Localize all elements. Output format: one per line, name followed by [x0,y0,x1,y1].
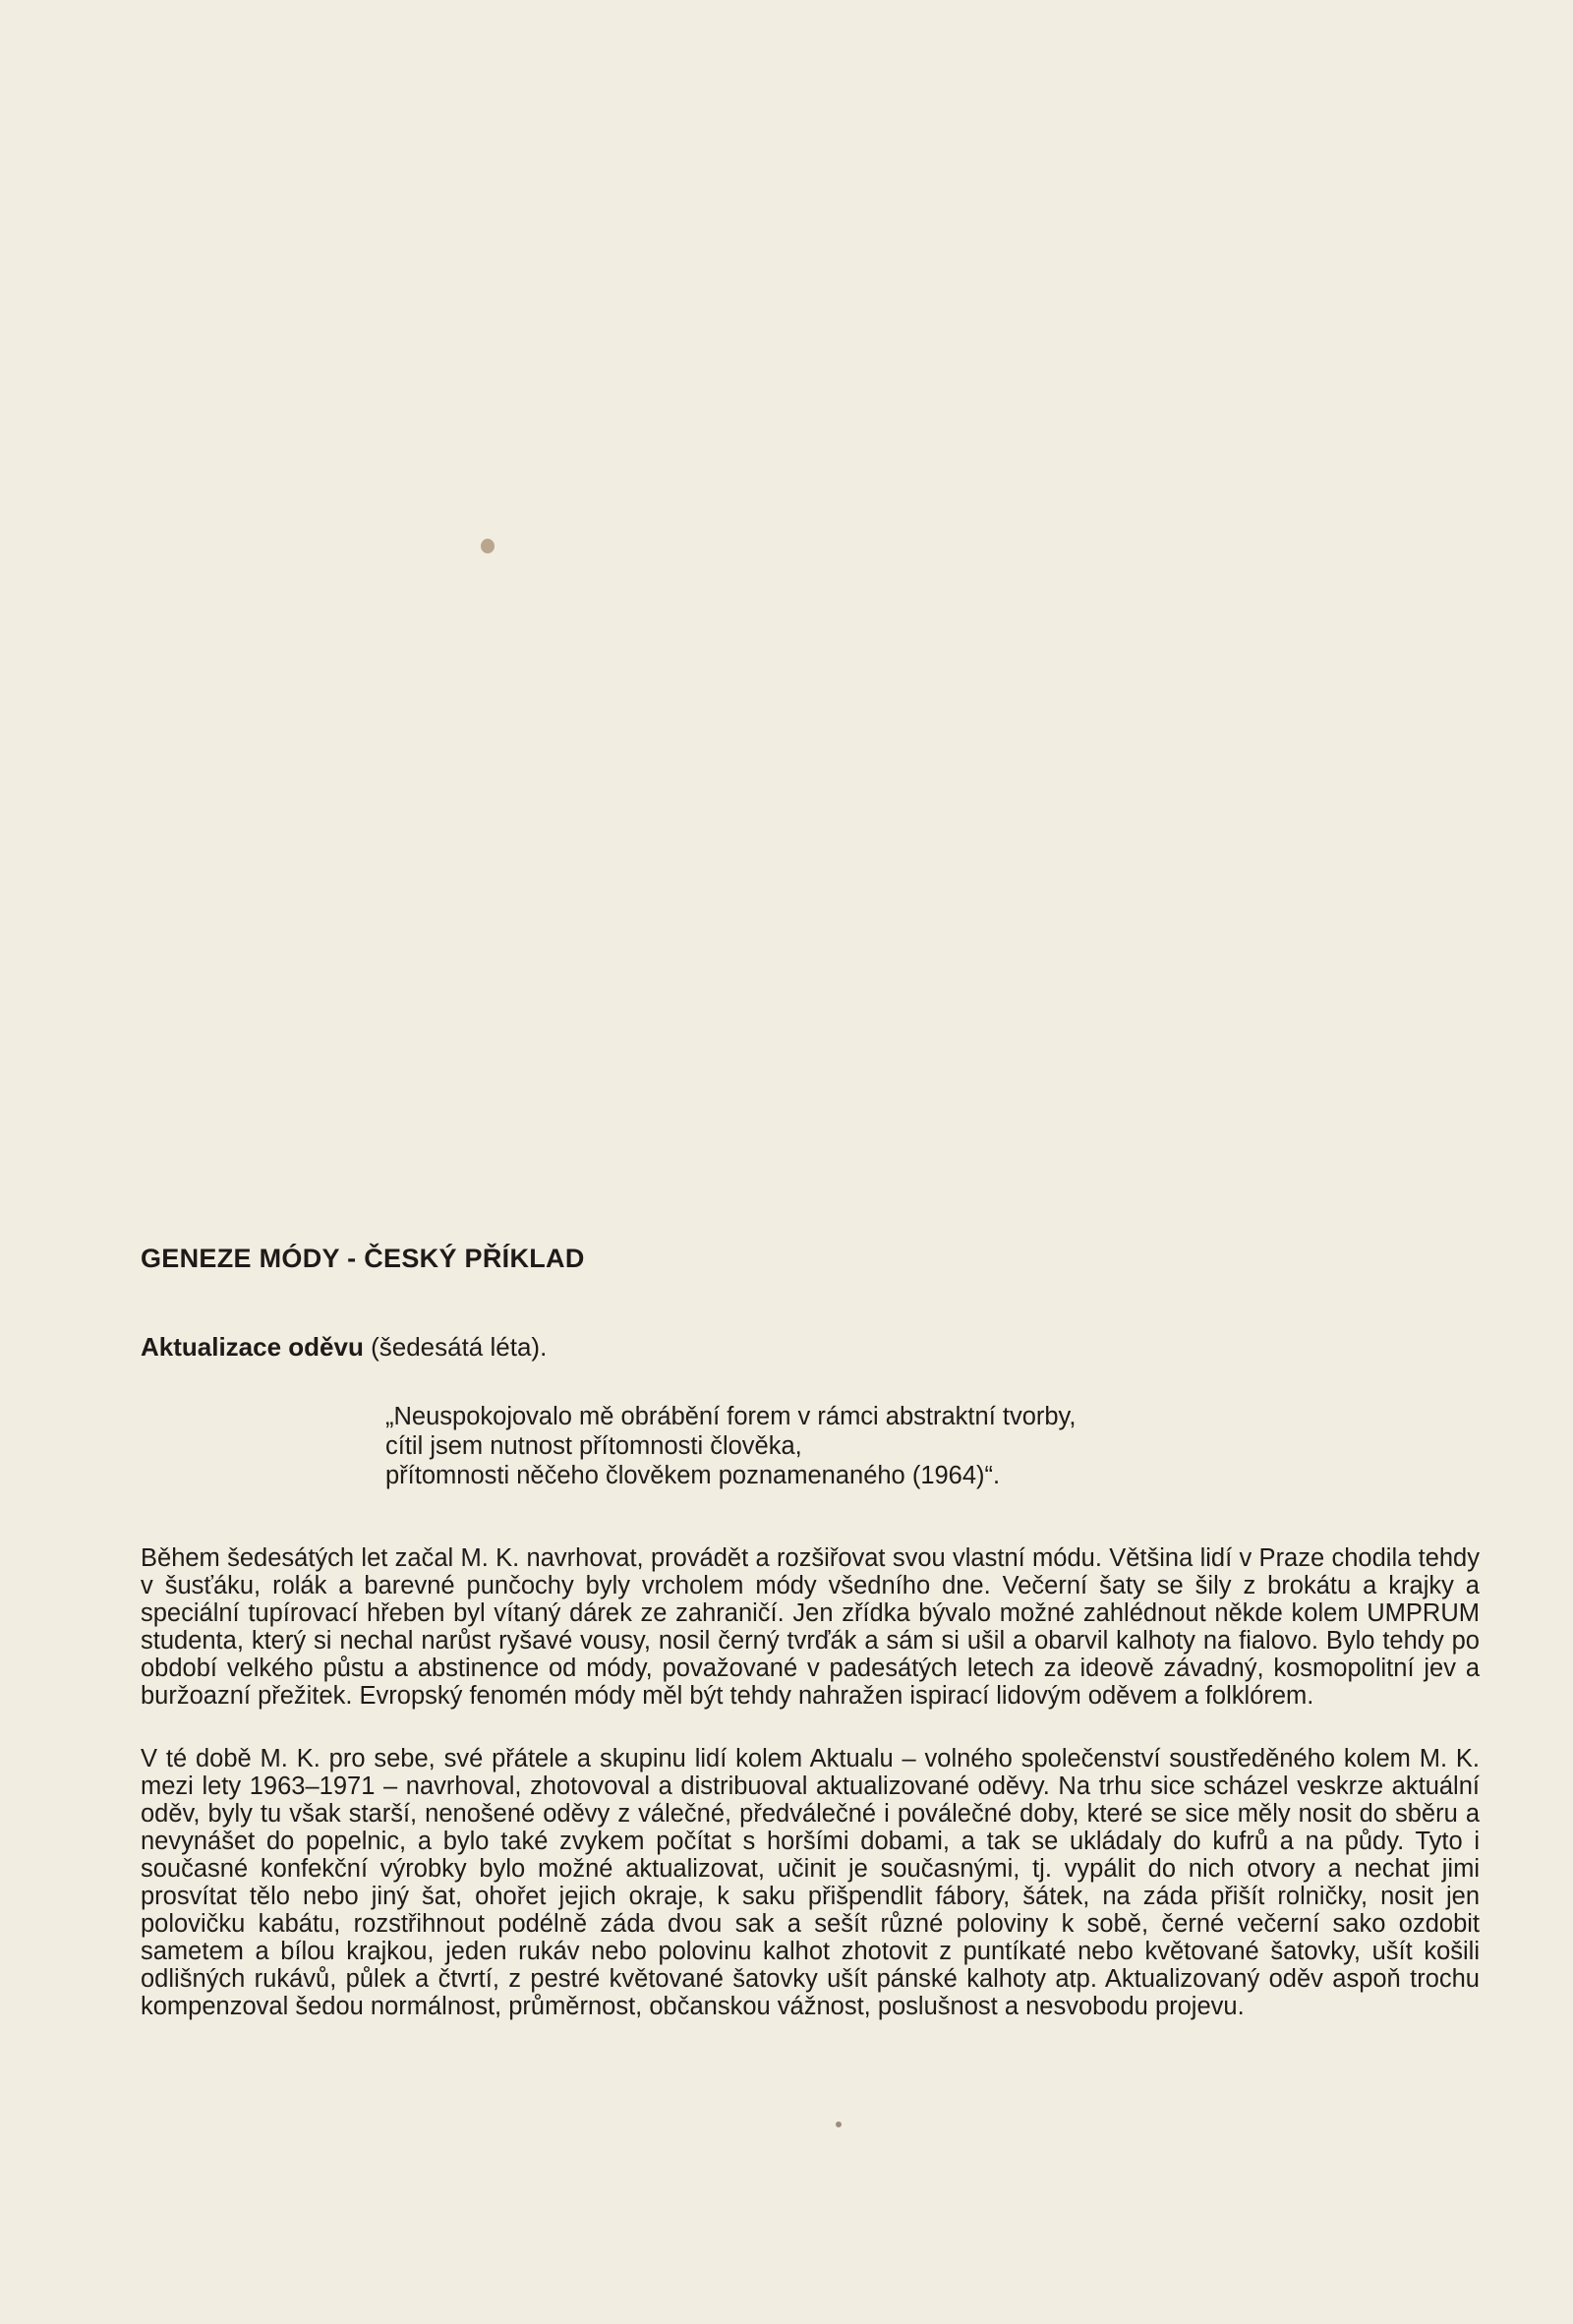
quote-line: „Neuspokojovalo mě obrábění forem v rámci abstraktní tvorby, [385,1403,1077,1430]
paper-speck [836,2121,842,2127]
quote-line: přítomnosti něčeho člověkem poznamenaného (1964)“. [385,1462,1001,1489]
body-paragraph: Během šedesátých let začal M. K. navrhovat, provádět a rozšiřovat svou vlastní módu. Většina lidí v Praze chodila tehdy v šusťáku, rolák a barevné punčochy byly vrcholem módy všedního dne. Večerní šaty se šily z brokátu a krajky a speciální tupírovací hřeben byl vítaný dárek ze zahraničí. Jen zřídka bývalo možné zahlédnout někde kolem UMPRUM studenta, který si nechal narůst ryšavé vousy, nosil černý tvrďák a sám si ušil a obarvil kalhoty na fialovo. Bylo tehdy po období velkého půstu a abstinence od módy, považované v padesátých letech za ideově závadný, kosmopolitní jev a buržoazní přežitek. Evropský fenomén módy měl být tehdy nahražen ispirací lidovým oděvem a folklórem. [141,1544,1480,1710]
paper-speck [481,539,495,553]
epigraph-quote [385,1402,1480,1490]
subtitle [141,1329,1480,1365]
section-heading: GENEZE MÓDY - ČESKÝ PŘÍKLAD [141,1244,585,1273]
quote-line: cítil jsem nutnost přítomnosti člověka, [385,1432,802,1460]
subtitle-rest: (šedesátá léta). [363,1332,548,1362]
text-block [141,1239,1480,2046]
subtitle-bold: Aktualizace oděvu [141,1332,364,1362]
body-paragraph: V té době M. K. pro sebe, své přátele a skupinu lidí kolem Aktualu – volného společenství soustředěného kolem M. K. mezi lety 1963–1971 – navrhoval, zhotovoval a distribuoval aktualizované oděvy. Na trhu sice scházel veskrze aktuální oděv, byly tu však starší, nenošené oděvy z válečné, předválečné i poválečné doby, které se sice měly nosit do sběru a nevynášet do popelnic, a bylo také zvykem počítat s horšími dobami, a tak se ukládaly do kufrů a na půdy. Tyto i současné konfekční výrobky bylo možné aktualizovat, učinit je současnými, tj. vypálit do nich otvory a nechat jimi prosvítat tělo nebo jiný šat, ohořet jejich okraje, k saku přišpendlit fábory, šátek, na záda přišít rolničky, nosit jen polovičku kabátu, rozstřihnout podélně záda dvou sak a sešít různé poloviny k sobě, černé večerní sako ozdobit sametem a bílou krajkou, jeden rukáv nebo polovinu kalhot zhotovit z puntíkaté nebo květované šatovky, ušít košili odlišných rukávů, půlek a čtvrtí, z pestré květované šatovky ušít pánské kalhoty atp. Aktualizovaný oděv aspoň trochu kompenzoval šedou normálnost, průměrnost, občanskou vážnost, poslušnost a nesvobodu projevu. [141,1745,1480,2020]
